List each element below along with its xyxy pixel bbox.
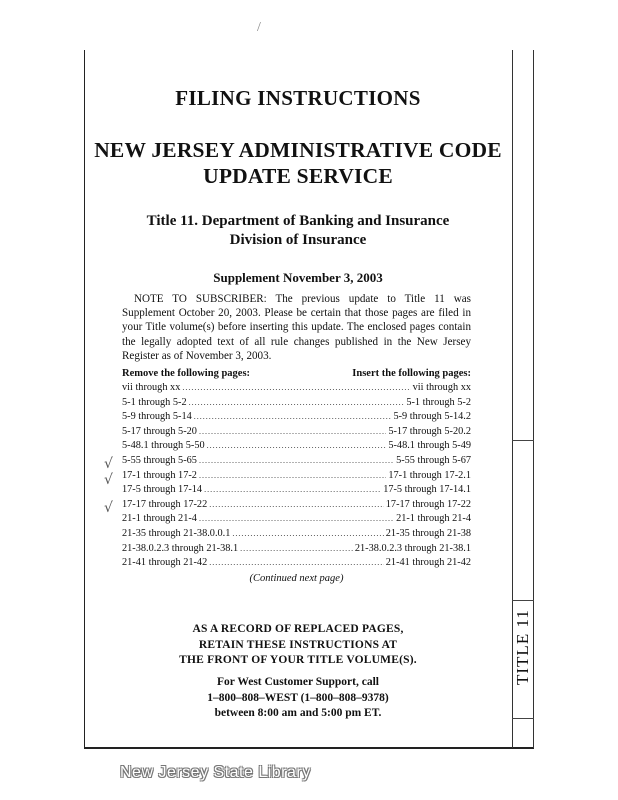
record-line: AS A RECORD OF REPLACED PAGES, bbox=[192, 623, 404, 635]
insert-pages: 17-1 through 17-2.1 bbox=[388, 469, 471, 481]
insert-pages: 5-9 through 5-14.2 bbox=[393, 411, 471, 423]
tab-divider bbox=[512, 440, 534, 441]
tick-mark: √ bbox=[104, 500, 113, 516]
table-row bbox=[122, 499, 471, 514]
dot-leader bbox=[199, 456, 394, 465]
page-replacement-table bbox=[122, 368, 471, 584]
dot-leader bbox=[207, 441, 387, 450]
table-row bbox=[122, 484, 471, 499]
table-row bbox=[122, 557, 471, 572]
code-title-line: NEW JERSEY ADMINISTRATIVE CODE bbox=[94, 138, 502, 162]
dot-leader bbox=[209, 500, 384, 509]
tab-divider bbox=[512, 600, 534, 601]
code-title bbox=[84, 137, 512, 189]
record-line: THE FRONT OF YOUR TITLE VOLUME(S). bbox=[179, 654, 417, 666]
note-text: NOTE TO SUBSCRIBER: The previous update to Title 11 was Supplement October 20, 2003. Please be certain that those pages are filed in your Title volume(s) before inserting this update. The enclosed pages contain the legally adopted text of all rule changes published in the New Jersey Register as of November 3, 2003. bbox=[122, 293, 471, 362]
department-heading bbox=[84, 212, 512, 250]
insert-pages: 17-5 through 17-14.1 bbox=[383, 484, 471, 496]
dot-leader bbox=[189, 398, 405, 407]
tick-mark: √ bbox=[104, 456, 113, 472]
remove-pages: 21-41 through 21-42 bbox=[122, 557, 208, 569]
insert-pages: 21-35 through 21-38 bbox=[385, 527, 471, 539]
dot-leader bbox=[232, 529, 383, 538]
dot-leader bbox=[182, 383, 410, 392]
table-row bbox=[122, 426, 471, 441]
insert-pages: 5-1 through 5-2 bbox=[406, 396, 471, 408]
tab-label: TITLE 11 bbox=[513, 609, 532, 685]
table-row bbox=[122, 440, 471, 455]
table-row bbox=[122, 528, 471, 543]
table-row bbox=[122, 455, 471, 470]
remove-pages: 17-1 through 17-2 bbox=[122, 469, 197, 481]
insert-pages: 17-17 through 17-22 bbox=[385, 498, 471, 510]
dot-leader bbox=[204, 485, 381, 494]
note-to-subscriber bbox=[122, 292, 471, 363]
remove-header: Remove the following pages: bbox=[122, 368, 251, 379]
remove-pages: 5-17 through 5-20 bbox=[122, 425, 197, 437]
remove-pages: 21-35 through 21-38.0.0.1 bbox=[122, 527, 231, 539]
support-phone: 1–800–808–WEST (1–800–808–9378) bbox=[207, 691, 389, 704]
dot-leader bbox=[194, 412, 392, 421]
scan-mark: / bbox=[257, 20, 261, 35]
support-hours: between 8:00 am and 5:00 pm ET. bbox=[214, 707, 382, 719]
insert-pages: 21-41 through 21-42 bbox=[385, 557, 471, 569]
insert-pages: vii through xx bbox=[412, 382, 471, 393]
page-frame-bottom bbox=[84, 747, 534, 749]
table-row bbox=[122, 470, 471, 485]
tab-divider bbox=[512, 718, 534, 719]
tick-mark: √ bbox=[104, 472, 113, 488]
code-title-line: UPDATE SERVICE bbox=[203, 164, 393, 188]
dot-leader bbox=[240, 544, 353, 553]
supplement-date: Supplement November 3, 2003 bbox=[213, 270, 383, 285]
record-line: RETAIN THESE INSTRUCTIONS AT bbox=[198, 638, 398, 651]
table-row bbox=[122, 382, 471, 397]
continued-note: (Continued next page) bbox=[249, 572, 344, 584]
remove-pages: 21-1 through 21-4 bbox=[122, 513, 197, 525]
table-row bbox=[122, 397, 471, 412]
support-line: For West Customer Support, call bbox=[217, 676, 379, 688]
insert-header: Insert the following pages: bbox=[352, 368, 471, 379]
remove-pages: 21-38.0.2.3 through 21-38.1 bbox=[122, 542, 239, 554]
dot-leader bbox=[199, 514, 394, 523]
table-header bbox=[122, 368, 471, 382]
remove-pages: 17-17 through 17-22 bbox=[122, 498, 208, 510]
remove-pages: 17-5 through 17-14 bbox=[122, 484, 203, 496]
dot-leader bbox=[199, 427, 386, 436]
remove-pages: 5-48.1 through 5-50 bbox=[122, 440, 205, 452]
library-watermark: New Jersey State Library bbox=[120, 764, 311, 781]
division-line: Division of Insurance bbox=[229, 232, 367, 248]
customer-support bbox=[84, 675, 512, 722]
remove-pages: 5-1 through 5-2 bbox=[122, 396, 187, 408]
dot-leader bbox=[209, 558, 384, 567]
table-row bbox=[122, 411, 471, 426]
insert-pages: 5-48.1 through 5-49 bbox=[388, 440, 471, 452]
department-line: Title 11. Department of Banking and Insurance bbox=[146, 213, 450, 229]
table-row bbox=[122, 543, 471, 558]
insert-pages: 5-17 through 5-20.2 bbox=[388, 425, 471, 437]
page-title: FILING INSTRUCTIONS bbox=[175, 86, 421, 110]
table-row bbox=[122, 513, 471, 528]
insert-pages: 21-38.0.2.3 through 21-38.1 bbox=[354, 542, 471, 554]
record-instructions bbox=[84, 622, 512, 669]
remove-pages: vii through xx bbox=[122, 382, 181, 393]
dot-leader bbox=[199, 471, 386, 480]
insert-pages: 21-1 through 21-4 bbox=[396, 513, 471, 525]
remove-pages: 5-55 through 5-65 bbox=[122, 454, 197, 466]
tab-edge bbox=[533, 50, 534, 748]
insert-pages: 5-55 through 5-67 bbox=[396, 454, 471, 466]
remove-pages: 5-9 through 5-14 bbox=[122, 411, 192, 423]
